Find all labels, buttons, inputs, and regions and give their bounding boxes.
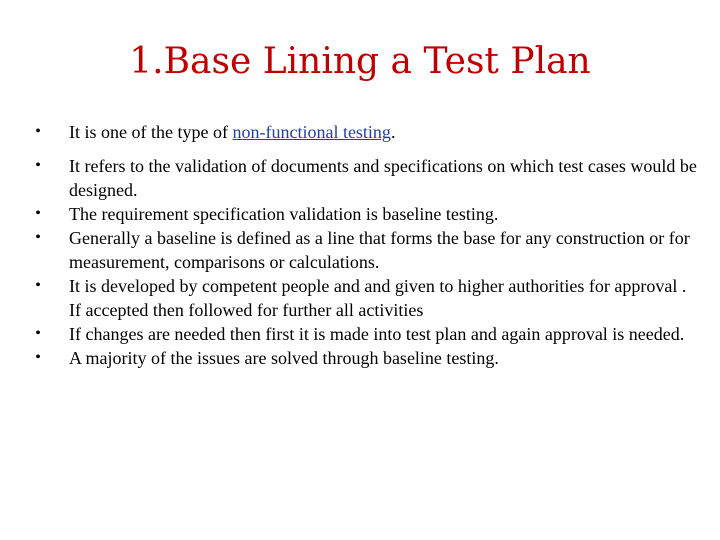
bullet-icon: • <box>35 157 41 174</box>
bullet-icon: • <box>35 277 41 294</box>
bullet-text: It is developed by competent people and and given to higher authorities for approval . If accepted then followed for further all activities <box>69 276 687 320</box>
bullet-text <box>69 120 700 144</box>
bullet-item <box>28 322 700 346</box>
bullet-icon: • <box>35 349 41 366</box>
bullet-text: The requirement specification validation is baseline testing. <box>69 204 499 224</box>
bullet-icon: • <box>35 229 41 246</box>
bullet-text-suffix: . <box>390 122 396 142</box>
bullet-item <box>28 346 700 370</box>
bullet-icon: • <box>35 325 41 342</box>
bullet-item <box>28 274 700 322</box>
slide-title: 1.Base Lining a Test Plan <box>129 41 591 82</box>
bullet-text: It refers to the validation of documents and specifications on which test cases would be designed. <box>69 156 697 200</box>
bullet-item <box>28 226 700 274</box>
bullet-list <box>28 120 700 370</box>
bullet-item <box>28 154 700 202</box>
bullet-text: A majority of the issues are solved through baseline testing. <box>69 348 499 368</box>
bullet-icon: • <box>35 123 41 140</box>
bullet-icon: • <box>35 205 41 222</box>
bullet-text: If changes are needed then first it is made into test plan and again approval is needed. <box>69 324 685 344</box>
bullet-item <box>28 120 700 144</box>
bullet-item <box>28 202 700 226</box>
bullet-text: Generally a baseline is defined as a line that forms the base for any construction or for measurement, comparisons or calculations. <box>69 228 690 272</box>
bullet-text-prefix: It is one of the type of <box>69 122 233 142</box>
non-functional-testing-link[interactable]: non-functional testing <box>232 122 391 142</box>
